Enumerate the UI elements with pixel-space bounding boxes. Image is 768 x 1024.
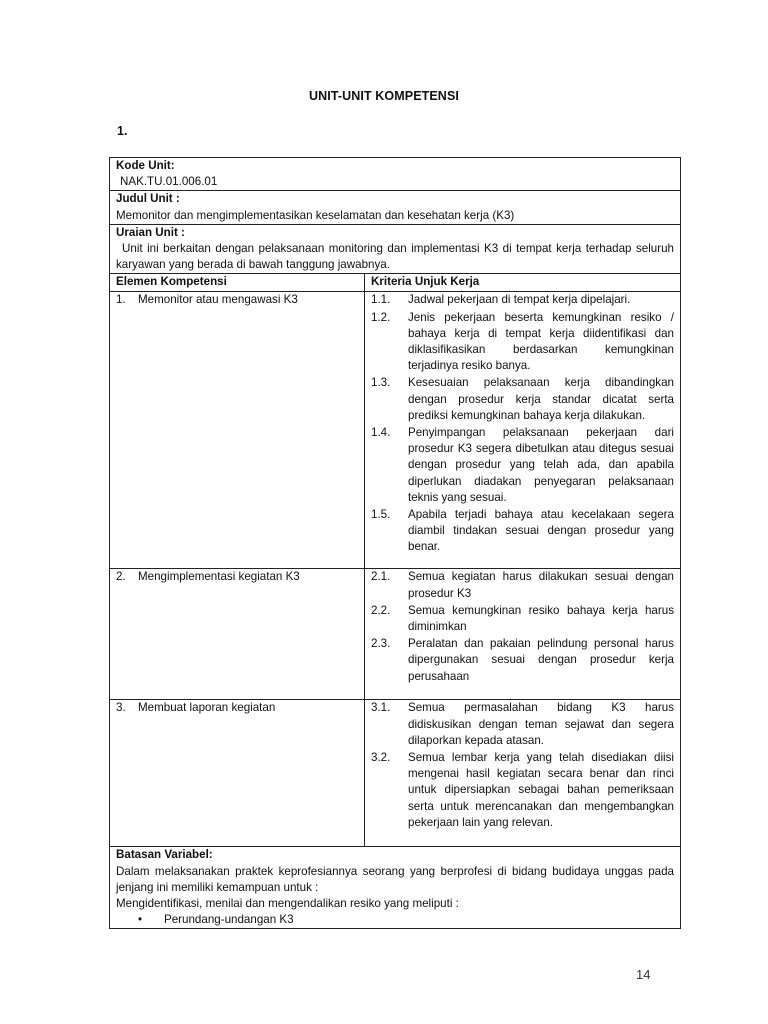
kode-unit-value: NAK.TU.01.006.01 xyxy=(120,175,218,189)
criteria-item xyxy=(371,375,674,424)
element-title-2 xyxy=(116,569,358,585)
criteria-text: Peralatan dan pakaian pelindung personal harus dipergunakan sesuai dengan prosedur kerja perusahaan xyxy=(408,637,674,683)
criteria-number: 1.4. xyxy=(371,426,391,440)
criteria-number: 2.3. xyxy=(371,637,391,651)
uraian-unit-row xyxy=(110,224,681,274)
criteria-number: 2.2. xyxy=(371,603,391,617)
criteria-text: Penyimpangan pelaksanaan pekerjaan dari prosedur K3 segera dibetulkan atau ditegus sesuai dengan prosedur yang telah ada, dan apabila diperlukan diadakan penyegaran pelaksanaan teknis yang sesuai. xyxy=(408,426,674,504)
criteria-text: Semua permasalahan bidang K3 harus didiskusikan dengan teman sejawat dan segera dilaporkan kepada atasan. xyxy=(408,701,674,747)
criteria-item xyxy=(371,292,674,308)
table-header-row xyxy=(110,274,681,292)
batasan-row xyxy=(110,847,681,929)
criteria-text: Jadwal pekerjaan di tempat kerja dipelajari. xyxy=(408,293,631,307)
kode-unit-row xyxy=(110,158,681,191)
judul-unit-label: Judul Unit : xyxy=(116,192,180,206)
bullet-icon: • xyxy=(138,913,143,927)
criteria-item xyxy=(371,507,674,556)
page-title: UNIT-UNIT KOMPETENSI xyxy=(309,89,459,103)
criteria-number: 3.2. xyxy=(371,751,391,765)
element-title: Membuat laporan kegiatan xyxy=(138,701,276,715)
element-row-1 xyxy=(110,292,681,569)
criteria-number: 2.1. xyxy=(371,570,391,584)
criteria-number: 1.2. xyxy=(371,310,391,324)
bullet-text: Perundang-undangan K3 xyxy=(164,913,294,927)
criteria-number: 1.5. xyxy=(371,508,391,522)
element-row-3 xyxy=(110,700,681,847)
criteria-text: Semua lembar kerja yang telah disediakan diisi mengenai hasil kegiatan secara benar dan rinci untuk dipersiapkan sebagai bahan pemeriksaan serta untuk merencanakan dan mengembangkan pekerjaan lain yang relevan. xyxy=(408,751,674,829)
header-elemen: Elemen Kompetensi xyxy=(110,274,365,292)
criteria-item xyxy=(371,425,674,506)
criteria-item xyxy=(371,310,674,375)
criteria-text: Kesesuaian pelaksanaan kerja dibandingkan dengan prosedur kerja standar dicatat serta prediksi kemungkinan bahaya kerja dilakukan. xyxy=(408,376,674,422)
criteria-item xyxy=(371,603,674,635)
element-title-1 xyxy=(116,292,358,308)
criteria-item xyxy=(371,569,674,601)
header-kriteria: Kriteria Unjuk Kerja xyxy=(365,274,681,292)
page-number: 14 xyxy=(636,967,651,982)
judul-unit-value: Memonitor dan mengimplementasikan keselamatan dan kesehatan kerja (K3) xyxy=(116,208,515,222)
judul-unit-row xyxy=(110,191,681,224)
section-number: 1. xyxy=(117,124,128,138)
criteria-text: Apabila terjadi bahaya atau kecelakaan segera diambil tindakan sesuai dengan prosedur yang benar. xyxy=(408,508,674,554)
uraian-unit-value: Unit ini berkaitan dengan pelaksanaan monitoring dan implementasi K3 di tempat kerja terhadap seluruh karyawan yang berada di bawah tanggung jawabnya. xyxy=(116,242,674,272)
uraian-unit-label: Uraian Unit : xyxy=(116,225,185,239)
criteria-text: Semua kegiatan harus dilakukan sesuai dengan prosedur K3 xyxy=(408,570,674,600)
criteria-item xyxy=(371,750,674,831)
criteria-number: 1.3. xyxy=(371,376,391,390)
criteria-number: 1.1. xyxy=(371,293,391,307)
element-title-3 xyxy=(116,700,358,716)
element-row-2 xyxy=(110,569,681,700)
element-number: 1. xyxy=(116,293,126,307)
batasan-label: Batasan Variabel: xyxy=(116,848,213,862)
batasan-text: Dalam melaksanakan praktek keprofesiannya seorang yang berprofesi di bidang budidaya unggas pada jenjang ini memiliki kemampuan untuk : xyxy=(116,864,674,894)
kode-unit-label: Kode Unit: xyxy=(116,159,175,172)
competency-unit-table xyxy=(109,157,681,929)
criteria-text: Jenis pekerjaan beserta kemungkinan resiko / bahaya kerja di tempat kerja diidentifikasi dan diklasifikasikan berdasarkan kemungkinan terjadinya resiko banya. xyxy=(408,310,674,373)
batasan-text-2: Mengidentifikasi, menilai dan mengendalikan resiko yang meliputi : xyxy=(116,897,459,911)
element-title: Memonitor atau mengawasi K3 xyxy=(138,293,298,307)
criteria-number: 3.1. xyxy=(371,701,391,715)
criteria-item xyxy=(371,700,674,749)
element-number: 3. xyxy=(116,701,126,715)
list-item xyxy=(116,912,674,928)
element-title: Mengimplementasi kegiatan K3 xyxy=(138,570,300,584)
criteria-item xyxy=(371,636,674,685)
criteria-text: Semua kemungkinan resiko bahaya kerja harus diminimkan xyxy=(408,603,674,634)
element-number: 2. xyxy=(116,570,126,584)
